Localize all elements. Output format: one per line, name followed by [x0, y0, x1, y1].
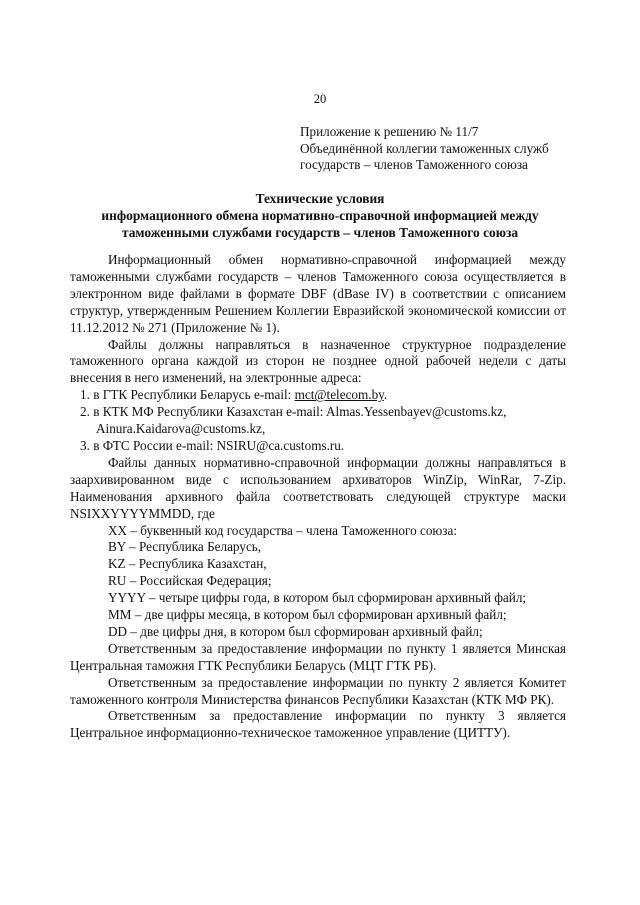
page-number: 20	[313, 92, 327, 106]
paragraph-files: Файлы должны направляться в назначенное структурное подразделение таможенного органа каждой из сторон не позднее одной рабочей недели с даты внесения в него изменений, на электронные адреса:	[70, 336, 566, 386]
appendix-line-3: государств – членов Таможенного союза	[300, 157, 528, 172]
address-text: в ФТС России e-mail:	[93, 437, 217, 453]
email-link[interactable]: NSIRU@ca.customs.ru	[216, 437, 341, 453]
document-title	[60, 190, 580, 241]
address-item-2-continued	[70, 421, 566, 438]
definition-xx: XX – буквенный код государства – члена Таможенного союза:	[108, 522, 458, 538]
email-link[interactable]: Almas.Yessenbayev@customs.kz,	[326, 404, 507, 420]
appendix-line-1: Приложение к решению № 11/7	[300, 124, 479, 139]
definition-yyyy: YYYY – четыре цифры года, в котором был сформирован архивный файл;	[108, 590, 527, 606]
definition-ru: RU – Российская Федерация;	[108, 573, 272, 589]
title-line-2: информационного обмена нормативно-справочной информацией между	[101, 208, 539, 223]
definition-by: BY – Республика Беларусь,	[108, 539, 262, 555]
paragraph-responsible-3: Ответственным за предоставление информации по пункту 3 является Центральное информационно-техническое таможенное управление (ЦИТТУ).	[70, 708, 566, 741]
email-link[interactable]: mct@telecom.by	[294, 387, 384, 403]
email-link[interactable]: Ainura.Kaidarova@customs.kz,	[96, 421, 266, 437]
address-text: в ГТК Республики Беларусь e-mail:	[93, 387, 295, 403]
document-body	[70, 252, 566, 742]
address-item-1: 1. в ГТК Республики Беларусь e-mail: mct@telecom.by.	[80, 387, 388, 403]
address-item-2	[70, 404, 566, 421]
definition-kz: KZ – Республика Казахстан,	[108, 556, 267, 572]
definition-mm: MM – две цифры месяца, в котором был сформирован архивный файл;	[108, 607, 507, 623]
paragraph-responsible-1: Ответственным за предоставление информации по пункту 1 является Минская Центральная таможня ГТК Республики Беларусь (МЦТ ГТК РБ).	[70, 640, 566, 673]
title-line-3: таможенными службами государств – членов Таможенного союза	[121, 225, 519, 240]
appendix-line-2: Объединённой коллегии таможенных служб	[300, 140, 549, 156]
definition-dd: DD – две цифры дня, в котором был сформирован архивный файл;	[108, 623, 483, 639]
paragraph-intro: Информационный обмен нормативно-справочной информацией между таможенными службами государств – членов Таможенного союза осуществляется в электронном виде файлами в формате DBF (dBase IV) в соответствии с описанием структур, утвержденным Решением Коллегии Евразийской экономической комиссии от 11.12.2012 № 271 (Приложение № 1).	[70, 252, 566, 335]
address-num: 2.	[80, 404, 90, 420]
appendix-block	[300, 124, 549, 174]
address-num: 1.	[80, 387, 90, 403]
address-text: в КТК МФ Республики Казахстан e-mail:	[93, 404, 327, 420]
paragraph-responsible-2: Ответственным за предоставление информации по пункту 2 является Комитет таможенного контроля Министерства финансов Республики Казахстан (КТК МФ РК).	[70, 674, 566, 707]
address-num: 3.	[80, 437, 90, 453]
title-line-1: Технические условия	[255, 191, 385, 206]
paragraph-archive: Файлы данных нормативно-справочной информации должны направляться в заархивированном виде с использованием архиваторов WinZip, WinRar, 7-Zip. Наименования архивного файла соответствовать следующей структуре маски NSIXXYYYYMMDD, где	[70, 454, 566, 521]
address-item-3: 3. в ФТС России e-mail: NSIRU@ca.customs.ru.	[80, 437, 345, 453]
